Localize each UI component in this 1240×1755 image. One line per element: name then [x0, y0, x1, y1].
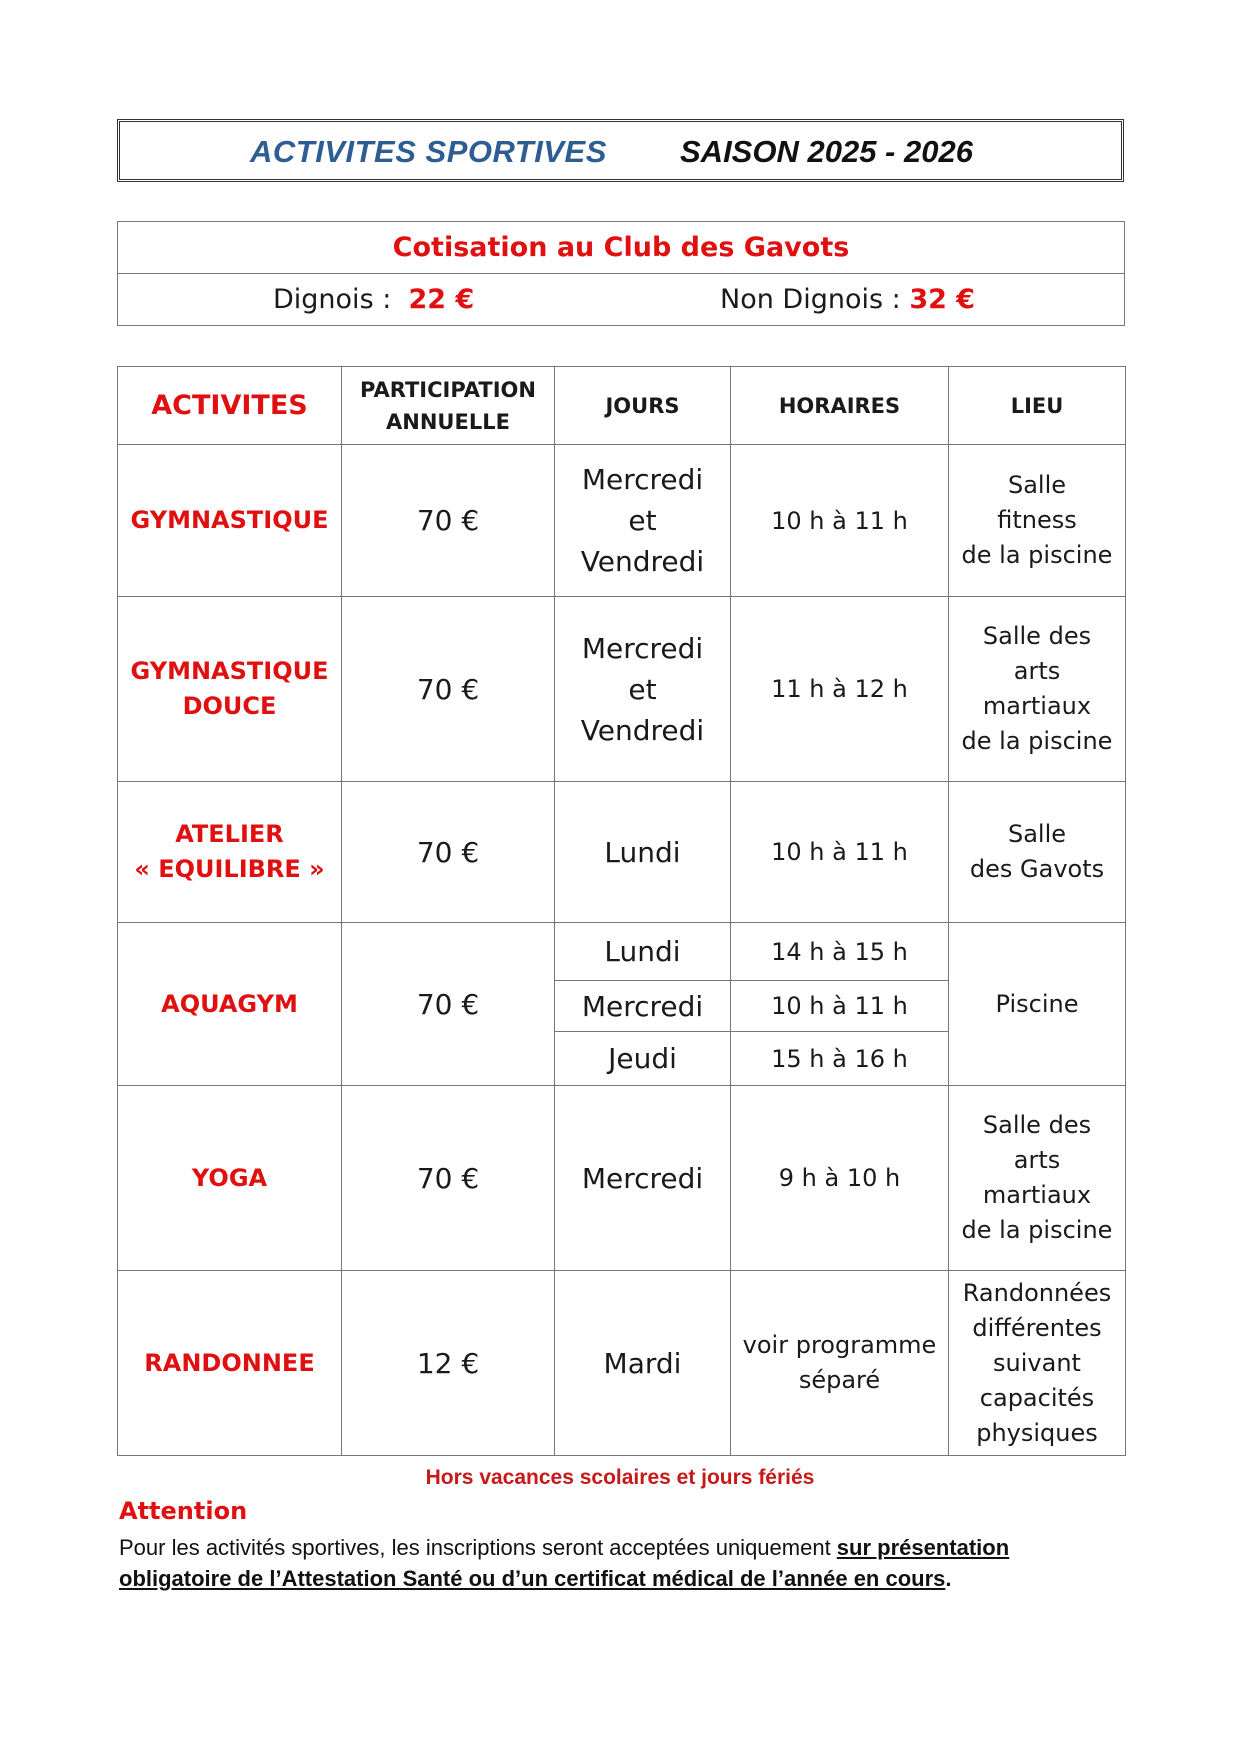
season-title: SAISON 2025 - 2026 [680, 134, 973, 169]
activity-hours: 10 h à 11 h [731, 782, 949, 923]
header-lieu: LIEU [949, 367, 1126, 445]
activity-lieu [949, 782, 1126, 923]
activity-day: Lundi [555, 923, 731, 981]
attention-title: Attention [119, 1497, 248, 1525]
activity-days [555, 782, 731, 923]
activity-name-line: RANDONNEE [144, 1348, 315, 1377]
activity-lieu-line: martiaux [982, 1181, 1092, 1209]
activity-price: 12 € [342, 1271, 555, 1456]
table-row [118, 1086, 1126, 1271]
activity-lieu-line: Salle des [982, 1111, 1092, 1139]
activity-lieu-line: physiques [976, 1418, 1098, 1447]
cotisation-title: Cotisation au Club des Gavots [118, 222, 1125, 274]
activity-name-line: « EQUILIBRE » [134, 855, 325, 883]
attention-text-underlined: sur présentation obligatoire de l’Attestation Santé ou d’un certificat médical de l’année en cours [119, 1535, 1010, 1591]
activity-lieu-line: fitness [997, 506, 1077, 534]
header-participation-line1: PARTICIPATION [360, 377, 536, 402]
table-row [118, 782, 1126, 923]
activity-days-line: Vendredi [580, 713, 705, 747]
non-dignois-label: Non Dignois : [720, 284, 901, 315]
activity-day: Jeudi [555, 1032, 731, 1086]
table-row [118, 923, 1126, 981]
activity-lieu-line: martiaux [982, 692, 1092, 720]
dignois-price: 22 € [408, 284, 475, 315]
activity-name [118, 1271, 342, 1456]
activity-lieu [949, 923, 1126, 1086]
activity-hours: 10 h à 11 h [731, 981, 949, 1032]
activity-hours: 14 h à 15 h [731, 923, 949, 981]
activity-lieu-line: de la piscine [961, 727, 1113, 755]
activity-price: 70 € [342, 445, 555, 597]
activity-lieu-line: arts [1013, 657, 1061, 685]
activity-lieu-line: Salle des [982, 622, 1092, 650]
title-box [117, 119, 1124, 182]
holiday-note: Hors vacances scolaires et jours fériés [425, 1466, 815, 1489]
activity-hours: 9 h à 10 h [731, 1086, 949, 1271]
activity-lieu-line: Randonnées [962, 1278, 1112, 1307]
activity-day: Mercredi [555, 981, 731, 1032]
activity-name-line: GYMNASTIQUE [130, 506, 329, 534]
activity-hours: 15 h à 16 h [731, 1032, 949, 1086]
activity-lieu [949, 445, 1126, 597]
attention-text-end: . [945, 1566, 952, 1591]
activity-price: 70 € [342, 923, 555, 1086]
activity-name-line: GYMNASTIQUE [130, 657, 329, 685]
activity-lieu-line: arts [1013, 1146, 1061, 1174]
activity-days-line: et [628, 672, 657, 706]
activity-hours [731, 1271, 949, 1456]
header-participation-line2: ANNUELLE [386, 409, 510, 434]
table-row [118, 597, 1126, 782]
dignois-price-line [273, 284, 474, 315]
activity-lieu [949, 597, 1126, 782]
activity-name-line: ATELIER [175, 820, 284, 848]
header-horaires: HORAIRES [731, 367, 949, 445]
activity-days-line: Mardi [603, 1346, 682, 1380]
activity-days [555, 597, 731, 782]
cotisation-table [117, 221, 1125, 326]
activity-days-line: Mercredi [581, 1161, 704, 1195]
activity-name-line: DOUCE [182, 692, 277, 720]
activity-hours: 10 h à 11 h [731, 445, 949, 597]
activity-lieu [949, 1086, 1126, 1271]
activity-days-line: Vendredi [580, 545, 705, 578]
header-activites: ACTIVITES [118, 367, 342, 445]
activity-lieu-line: de la piscine [961, 541, 1113, 569]
activity-days-line: Mercredi [581, 631, 704, 665]
activity-name [118, 1086, 342, 1271]
activity-days [555, 1271, 731, 1456]
activity-lieu-line: des Gavots [969, 855, 1105, 883]
activity-lieu-line: Salle [1007, 820, 1067, 848]
activity-days-line: Mercredi [581, 463, 704, 496]
activity-days [555, 1086, 731, 1271]
activity-hours: 11 h à 12 h [731, 597, 949, 782]
attention-text-plain: Pour les activités sportives, les inscriptions seront acceptées uniquement [119, 1535, 837, 1560]
activity-lieu-line: de la piscine [961, 1216, 1113, 1244]
activity-lieu-line: Piscine [995, 989, 1079, 1018]
activity-name [118, 597, 342, 782]
activity-price: 70 € [342, 597, 555, 782]
activity-lieu-line: Salle [1007, 471, 1067, 499]
attention-text [119, 1532, 1119, 1594]
activity-name [118, 782, 342, 923]
page-title: ACTIVITES SPORTIVES [250, 134, 607, 169]
activity-hours-line: séparé [798, 1366, 881, 1394]
cotisation-prices [118, 274, 1125, 326]
activity-lieu-line: suivant [993, 1348, 1081, 1377]
activity-price: 70 € [342, 782, 555, 923]
activity-hours-line: voir programme [742, 1331, 937, 1359]
dignois-label: Dignois : [273, 284, 392, 315]
activity-days [555, 445, 731, 597]
activity-lieu-line: capacités [979, 1383, 1095, 1412]
non-dignois-price: 32 € [909, 284, 976, 315]
activity-name [118, 445, 342, 597]
header-jours: JOURS [555, 367, 731, 445]
activity-name-line: YOGA [191, 1163, 268, 1192]
table-row [118, 1271, 1126, 1456]
activity-lieu [949, 1271, 1126, 1456]
activity-price: 70 € [342, 1086, 555, 1271]
activity-name-line: AQUAGYM [161, 989, 298, 1018]
header-participation [342, 367, 555, 445]
activity-lieu-line: différentes [972, 1313, 1102, 1342]
non-dignois-price-line [720, 284, 975, 315]
activity-days-line: Lundi [604, 835, 681, 869]
activities-table [117, 366, 1126, 1456]
table-row [118, 445, 1126, 597]
activity-name [118, 923, 342, 1086]
activity-days-line: et [628, 504, 657, 537]
